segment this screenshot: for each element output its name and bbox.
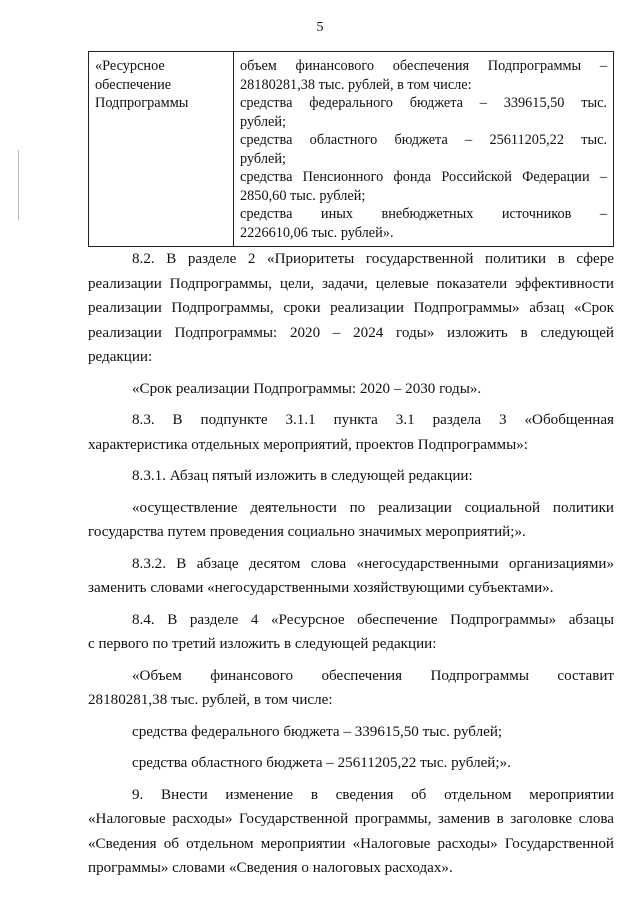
paragraph-term-quote (88, 377, 614, 402)
paragraph-8-3-1 (88, 464, 614, 489)
paragraph-federal-budget (88, 720, 614, 745)
paragraph-social-policy-quote (88, 496, 614, 545)
paragraph-8-2 (88, 247, 614, 370)
paragraph-line: «Сведения об отдельном мероприятии «Налоговые расходы» Государственной (88, 835, 614, 852)
table-value-line: рублей; (240, 150, 286, 167)
margin-scan-mark (18, 150, 19, 220)
paragraph-line: 8.4. В разделе 4 «Ресурсное обеспечение Подпрограммы» абзацы (132, 611, 614, 628)
paragraph-8-3 (88, 408, 614, 457)
page-number: 5 (316, 20, 324, 35)
resource-table (88, 51, 614, 247)
paragraph-line: «осуществление деятельности по реализации социальной политики (132, 499, 614, 516)
table-value-line: средства федерального бюджета – 339615,50 тыс. (240, 95, 607, 111)
table-value-line: рублей; (240, 113, 286, 130)
paragraph-line: средства федерального бюджета – 339615,50 тыс. рублей; (132, 723, 503, 740)
table-value-line: средства Пенсионного фонда Российской Федерации – (240, 169, 607, 185)
paragraph-line: редакции: (88, 349, 153, 365)
paragraph-line: 9. Внести изменение в сведения об отдельном мероприятии (132, 786, 614, 803)
table-value-line: объем финансового обеспечения Подпрограммы – (240, 58, 607, 74)
paragraph-line: «Объем финансового обеспечения Подпрограммы составит (132, 667, 614, 684)
paragraph-line: реализации Подпрограммы, цели, задачи, целевые показатели эффективности (88, 275, 614, 292)
paragraph-8-4 (88, 608, 614, 657)
table-value-line: 28180281,38 тыс. рублей, в том числе: (240, 76, 472, 93)
paragraph-regional-budget (88, 751, 614, 776)
paragraph-line: 8.3.1. Абзац пятый изложить в следующей редакции: (132, 468, 473, 484)
paragraph-line: 8.2. В разделе 2 «Приоритеты государственной политики в сфере (132, 251, 614, 267)
paragraph-line: характеристика отдельных мероприятий, проектов Подпрограммы»: (88, 436, 528, 453)
paragraph-line: 8.3. В подпункте 3.1.1 пункта 3.1 раздела 3 «Обобщенная (132, 412, 614, 428)
table-label-line: обеспечение (95, 76, 172, 93)
document-body (88, 247, 614, 888)
paragraph-line: заменить словами «негосударственными хозяйствующими субъектами». (88, 580, 554, 596)
paragraph-line: «Срок реализации Подпрограммы: 2020 – 2030 годы». (132, 380, 482, 397)
table-value-line: средства областного бюджета – 25611205,22 тыс. (240, 132, 607, 148)
paragraph-line: 28180281,38 тыс. рублей, в том числе: (88, 692, 333, 708)
table-label-line: «Ресурсное (95, 58, 165, 74)
paragraph-line: государства путем проведения социально значимых мероприятий;». (88, 524, 526, 540)
table-label-line: Подпрограммы (95, 95, 189, 111)
paragraph-line: с первого по третий изложить в следующей редакции: (88, 636, 437, 652)
paragraph-8-3-2 (88, 552, 614, 601)
paragraph-line: реализации Подпрограммы: 2020 – 2024 годы» изложить в следующей (88, 324, 614, 341)
paragraph-line: реализации Подпрограммы, сроки реализации Подпрограммы» абзац «Срок (88, 300, 614, 316)
paragraph-line: 8.3.2. В абзаце десятом слова «негосударственными организациями» (132, 555, 614, 572)
paragraph-line: «Налоговые расходы» Государственной программы, заменив в заголовке слова (88, 811, 614, 827)
table-value-line: 2226610,06 тыс. рублей». (240, 224, 394, 241)
table-value-line: 2850,60 тыс. рублей; (240, 187, 366, 204)
paragraph-line: средства областного бюджета – 25611205,22 тыс. рублей;». (132, 755, 511, 771)
paragraph-funding-volume-quote (88, 664, 614, 713)
table-value-cell (234, 52, 614, 247)
table-row (89, 52, 614, 247)
paragraph-9 (88, 783, 614, 881)
paragraph-line: программы» словами «Сведения о налоговых расходах». (88, 860, 453, 876)
table-label-cell (89, 52, 234, 247)
table-value-line: средства иных внебюджетных источников – (240, 206, 607, 222)
